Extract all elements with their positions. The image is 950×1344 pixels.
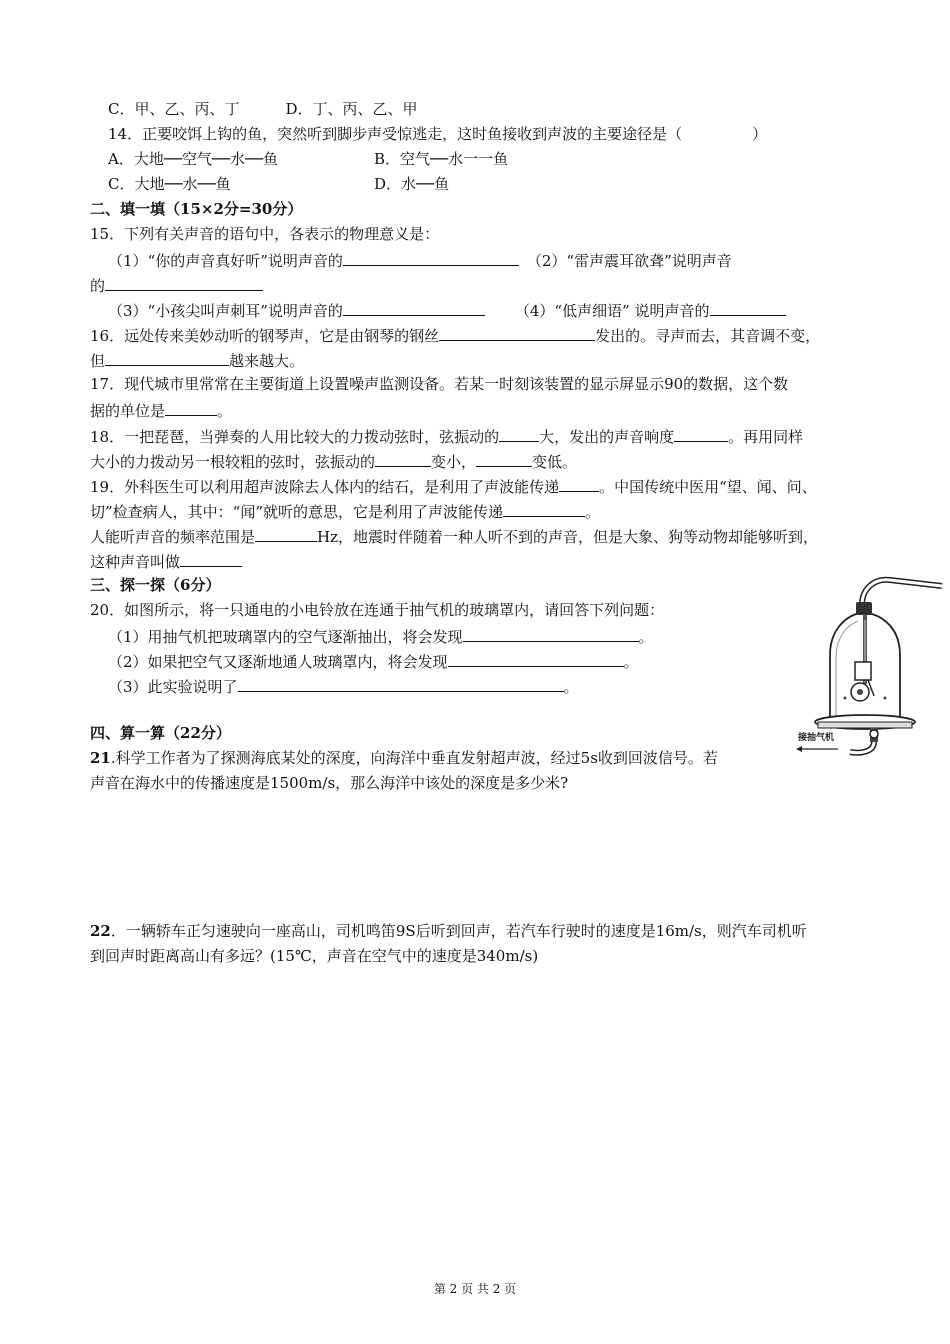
q20-p3-text: （3）此实验说明了	[108, 678, 238, 696]
q15-p4-blank	[710, 298, 786, 316]
q19-c: 切”检查病人，其中：“闻”就听的意思，它是利用了声波能传递	[90, 503, 504, 521]
q19-a: 19．外科医生可以利用超声波除去人体内的结石，是利用了声波能传递	[90, 478, 560, 496]
q19-d: 。	[585, 503, 601, 521]
section3-title: 三、探一探（6分）	[90, 576, 221, 594]
q20-blank1	[463, 624, 639, 642]
q22-number: 22	[90, 922, 111, 940]
q21-line1	[90, 747, 718, 769]
q20-p2-period: 。	[623, 653, 639, 671]
q20-blank3	[238, 674, 564, 692]
q22-text1: ．一辆轿车正匀速驶向一座高山，司机鸣笛9S后听到回声，若汽车行驶时的速度是16m/s，则汽车司机听	[110, 922, 807, 940]
q14-stem	[108, 123, 767, 145]
q20-p2-text: （2）如果把空气又逐渐地通人玻璃罩内，将会发现	[108, 653, 448, 671]
q17-period: 。	[217, 402, 233, 420]
q15-p2-text: （2）“雷声震耳欲聋”说明声音	[526, 252, 732, 270]
q20-part1	[108, 624, 654, 646]
q15-p4-text: （4）“低声细语” 说明声音的	[514, 302, 710, 320]
q21-text1: .科学工作者为了探测海底某处的深度，向海洋中垂直发射超声波，经过5s收到回波信号。若	[110, 749, 718, 767]
q15-p1-blank	[343, 248, 519, 266]
q18-line2	[90, 449, 577, 471]
q14-option-a: A．大地──空气──水──鱼	[108, 150, 279, 168]
q15-p3-text: （3）“小孩尖叫声刺耳”说明声音的	[108, 302, 343, 320]
q16-part4: 越来越大。	[229, 352, 305, 370]
q13-option-d: D．丁、丙、乙、甲	[285, 100, 418, 118]
q18-e: 变小，	[431, 453, 477, 471]
q15-part3	[108, 298, 786, 320]
q14-option-c: C．大地──水──鱼	[108, 175, 231, 193]
q22-line2: 到回声时距离高山有多远？(15℃，声音在空气中的速度是340m/s)	[90, 947, 539, 965]
q15-part1	[108, 248, 732, 270]
q18-c: 。再用同样	[728, 428, 804, 446]
q16-part1: 16．远处传来美妙动听的钢琴声，它是由钢琴的钢丝	[90, 327, 440, 345]
q18-d: 大小的力拨动另一根较粗的弦时，弦振动的	[90, 453, 376, 471]
q14-options-cd	[108, 173, 449, 195]
q19-blank3	[255, 524, 317, 542]
q22-line1	[90, 920, 807, 942]
q16-part2: 发出的。寻声而去，其音调不变，	[595, 327, 821, 345]
q16-part3: 但	[90, 352, 106, 370]
q15-p1-text: （1）“你的声音真好听”说明声音的	[108, 252, 343, 270]
q20-part2	[108, 649, 639, 671]
q18-b: 大，发出的声音响度	[539, 428, 675, 446]
q18-line1	[90, 424, 803, 446]
q14-option-d: D．水──鱼	[374, 175, 450, 193]
q20-p1-period: 。	[638, 628, 654, 646]
q19-f: Hz，地震时伴随着一种人听不到的声音，但是大象、狗等动物却能够听到，	[317, 528, 819, 546]
q14-close-paren: ）	[752, 125, 768, 143]
q18-a: 18．一把琵琶，当弹奏的人用比较大的力拨动弦时，弦振动的	[90, 428, 500, 446]
q19-line2	[90, 499, 600, 521]
q17-text: 据的单位是	[90, 402, 166, 420]
q21-number: 21	[90, 749, 111, 767]
q18-blank4	[476, 449, 532, 467]
q19-line4	[90, 549, 242, 571]
q15-p2b-text: 的	[90, 277, 106, 295]
q19-b: 。中国传统中医用“望、闻、问、	[599, 478, 817, 496]
q15-stem: 15．下列有关声音的语句中，各表示的物理意义是：	[90, 225, 440, 243]
q16-line2	[90, 348, 304, 370]
q14-stem-text: 14．正要咬饵上钩的鱼，突然听到脚步声受惊逃走，这时鱼接收到声波的主要途径是（	[108, 125, 683, 143]
q13-option-c: C．甲、乙、丙、丁	[108, 100, 240, 118]
q18-blank1	[499, 424, 539, 442]
q19-blank1	[559, 474, 599, 492]
q18-blank3	[375, 449, 431, 467]
q19-blank4	[180, 549, 242, 567]
q19-line1	[90, 474, 817, 496]
q20-p1-text: （1）用抽气机把玻璃罩内的空气逐渐抽出，将会发现	[108, 628, 463, 646]
q19-line3	[90, 524, 818, 546]
q19-e: 人能听声音的频率范围是	[90, 528, 256, 546]
q15-p3-blank	[343, 298, 485, 316]
q19-g: 这种声音叫做	[90, 553, 181, 571]
bell-jar-figure	[790, 570, 950, 765]
q18-blank2	[674, 424, 728, 442]
q17-blank	[165, 398, 217, 416]
q20-blank2	[448, 649, 624, 667]
q20-p3-period: 。	[563, 678, 579, 696]
q13-options	[108, 98, 418, 120]
q16-line1	[90, 323, 820, 345]
q14-options-ab	[108, 148, 508, 170]
q19-blank2	[503, 499, 585, 517]
q16-blank1	[439, 323, 595, 341]
page-footer: 第 2 页 共 2 页	[433, 1282, 517, 1296]
q17-line2	[90, 398, 232, 420]
q18-f: 变低。	[532, 453, 578, 471]
q16-blank2	[105, 348, 229, 366]
q15-p2-blank	[105, 273, 263, 291]
q17-line1: 17．现代城市里常常在主要街道上设置噪声监测设备。若某一时刻该装置的显示屏显示90的数据，这个数	[90, 375, 789, 393]
section2-title: 二、填一填（15×2分=30分）	[90, 200, 303, 218]
q15-part2-cont	[90, 273, 263, 295]
q20-part3	[108, 674, 579, 696]
section4-title: 四、算一算（22分）	[90, 724, 231, 742]
q14-option-b: B．空气──水一一鱼	[374, 150, 509, 168]
figure-label: 接抽气机	[798, 733, 835, 743]
q20-stem: 20．如图所示，将一只通电的小电铃放在连通于抽气机的玻璃罩内，请回答下列问题：	[90, 601, 665, 619]
q21-line2: 声音在海水中的传播速度是1500m/s，那么海洋中该处的深度是多少米?	[90, 774, 569, 792]
